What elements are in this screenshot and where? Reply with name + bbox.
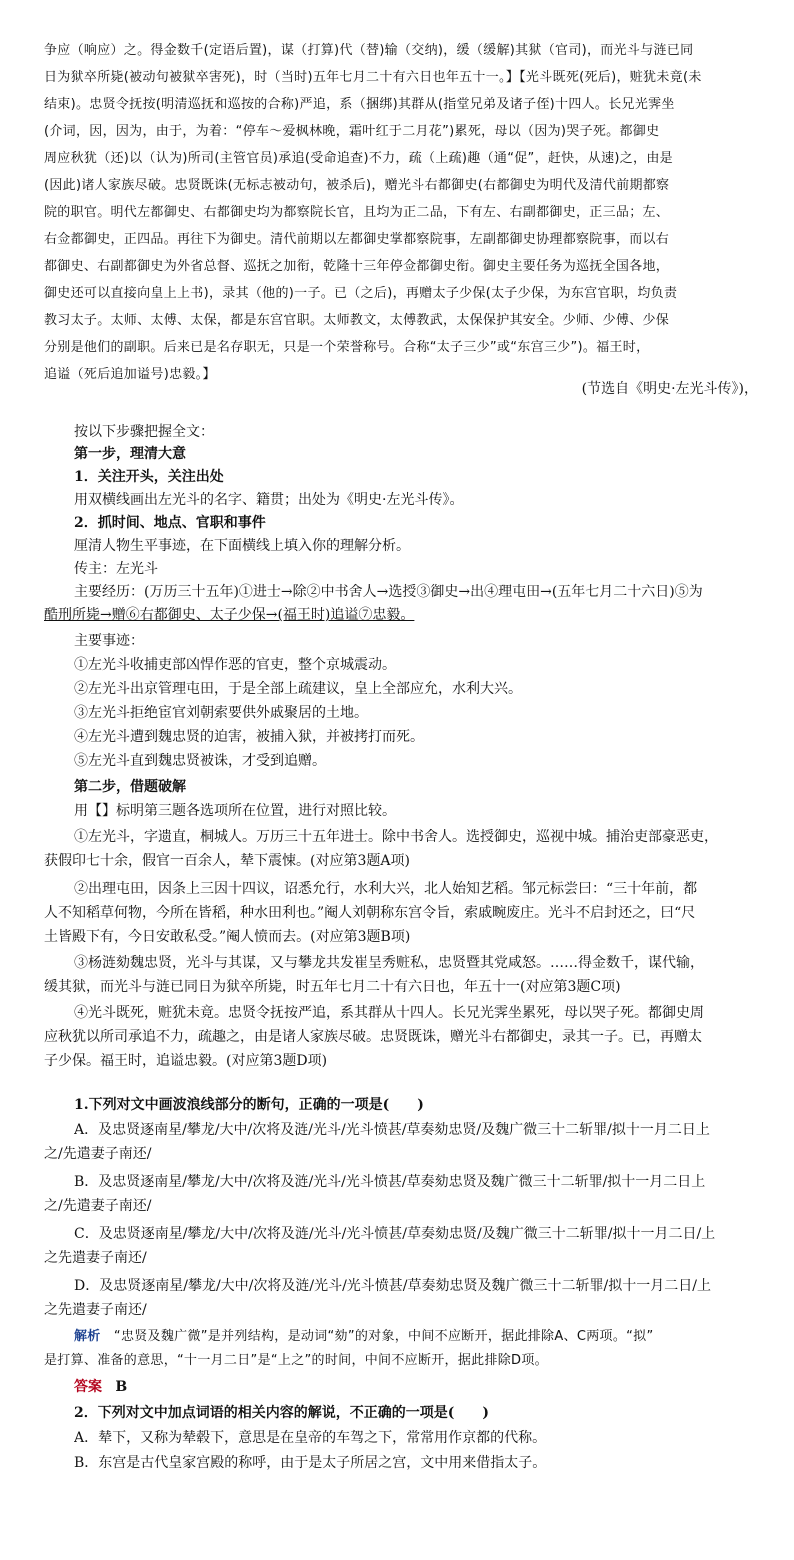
answer-value: B xyxy=(115,1379,128,1395)
passage-line: 都御史、右副都御史为外省总督、巡抚之加衔，乾隆十三年停佥都御史衔。御史主要任务为巡抚全国各地， xyxy=(44,259,670,274)
analysis-line-cont: 是打算、准备的意思，“十一月二日”是“上之”的时间，中间不应断开，据此排除D项。 xyxy=(44,1353,548,1368)
step-two-text: 用【】标明第三题各选项所在位置，进行对照比较。 xyxy=(74,803,396,819)
compare-line: 获假印七十余，假官一百余人，辇下震悚。(对应第3题A项) xyxy=(44,853,410,869)
answer-label: 答案 xyxy=(74,1379,102,1395)
passage-line: 追谥（死后追加谥号)忠毅。】 xyxy=(44,367,216,382)
compare-line: 人不知稻草何物，今所在皆稻，种水田利也。”阉人刘朝称东宫令旨，索戚畹废庄。光斗不启封还之，曰“尺 xyxy=(44,905,696,921)
events-title: 主要事迹： xyxy=(74,633,144,649)
passage-line: 周应秋犹（还)以（认为)所司(主管官员)承追(受命追查)不力，疏（上疏)趣（通“促”，赶快，从速)之，由是 xyxy=(44,151,673,166)
compare-line: 子少保。福王时，追谥忠毅。(对应第3题D项) xyxy=(44,1053,328,1069)
question-1-option-a-cont: 之/先遣妻子南还/ xyxy=(44,1146,152,1162)
event-item: ②左光斗出京管理屯田，于是全部上疏建议，皇上全部应允，水利大兴。 xyxy=(74,681,522,697)
question-1-option-a: A．及忠贤逐南星/攀龙/大中/次将及涟/光斗/光斗愤甚/草奏劾忠贤/及魏广微三十二斩罪/拟十一月二日上 xyxy=(74,1122,710,1138)
question-2-option-b: B．东宫是古代皇家宫殿的称呼，由于是太子所居之宫，文中用来借指太子。 xyxy=(74,1455,547,1471)
question-1-option-c-cont: 之先遣妻子南还/ xyxy=(44,1250,147,1266)
passage-line: 日为狱卒所毙(被动句被狱卒害死)，时（当时)五年七月二十有六日也年五十一。】【光斗既死(死后)，赃犹未竟(未 xyxy=(44,70,702,85)
event-item: ③左光斗拒绝宦官刘朝索要供外戚聚居的土地。 xyxy=(74,705,368,721)
compare-line: ②出理屯田，因条上三因十四议，诏悉允行，水利大兴，北人始知艺稻。邹元标尝曰：“三十年前，都 xyxy=(74,881,698,897)
main-experience: 主要经历：(万历三十五年)①进士→除②中书舍人→选授③御史→出④理屯田→(五年七月二十六日)⑤为 xyxy=(74,584,703,600)
passage-line: 御史还可以直接向皇上上书)，录其（他的)一子。已（之后)，再赠太子少保(太子少保，为东宫官职，均负责 xyxy=(44,286,678,301)
compare-line: ③杨涟劾魏忠贤，光斗与其谋，又与攀龙共发崔呈秀赃私，忠贤暨其党咸怒。……得金数千，谋代输， xyxy=(74,955,704,971)
guide-item-1-text: 用双横线画出左光斗的名字、籍贯；出处为《明史·左光斗传》。 xyxy=(74,492,464,508)
question-1-stem: 1.下列对文中画波浪线部分的断句，正确的一项是( ) xyxy=(74,1097,424,1113)
event-item: ⑤左光斗直到魏忠贤被诛，才受到追赠。 xyxy=(74,753,326,769)
step-two-title: 第二步，借题破解 xyxy=(74,779,186,795)
question-1-option-c: C．及忠贤逐南星/攀龙/大中/次将及涟/光斗/光斗愤甚/草奏劾忠贤/及魏广微三十二斩罪/拟十一月二日/上 xyxy=(74,1226,716,1242)
analysis-label: 解析 xyxy=(74,1329,101,1344)
question-1-option-d: D．及忠贤逐南星/攀龙/大中/次将及涟/光斗/光斗愤甚/草奏劾忠贤及魏广微三十二斩罪/拟十一月二日/上 xyxy=(74,1278,711,1294)
analysis-line xyxy=(74,1326,756,1348)
guide-intro: 按以下步骤把握全文： xyxy=(74,424,214,440)
source-citation: (节选自《明史·左光斗传》)， xyxy=(581,381,758,397)
compare-line: 土皆殿下有，今日安敢私受。”阉人愤而去。(对应第3题B项) xyxy=(44,929,411,945)
guide-item-2-text: 厘清人物生平事迹，在下面横线上填入你的理解分析。 xyxy=(74,538,410,554)
passage-line: 争应（响应）之。得金数千(定语后置)，谋（打算)代（替)输（交纳)，缓（缓解)其狱（官司)，而光斗与涟已同 xyxy=(44,43,694,58)
analysis-text: “忠贤及魏广微”是并列结构，是动词“劾”的对象，中间不应断开，据此排除A、C两项。“拟” xyxy=(113,1329,654,1344)
passage-line: (因此)诸人家族尽破。忠贤既诛(无标志被动句，被杀后)，赠光斗右都御史(右都御史为明代及清代前期都察 xyxy=(44,178,670,193)
passage-line: 教习太子。太师、太傅、太保，都是东宫官职。太师教文，太傅教武，太保保护其安全。少师、少傅、少保 xyxy=(44,313,670,328)
passage-line: 分别是他们的副职。后来已是名存职无，只是一个荣誉称号。合称“太子三少”或“东宫三少”)。福王时， xyxy=(44,340,650,355)
question-1-option-b: B．及忠贤逐南星/攀龙/大中/次将及涟/光斗/光斗愤甚/草奏劾忠贤及魏广微三十二斩罪/拟十一月二日上 xyxy=(74,1174,706,1190)
passage-line: 结束)。忠贤令抚按(明清巡抚和巡按的合称)严追，系（捆绑)其群从(指堂兄弟及诸子侄)十四人。长兄光霁坐 xyxy=(44,97,675,112)
passage-line: 右佥都御史，正四品。再往下为御史。清代前期以左都御史掌都察院事，左副都御史协理都察院事，而以右 xyxy=(44,232,670,247)
question-1-option-d-cont: 之先遣妻子南还/ xyxy=(44,1302,147,1318)
question-1-option-b-cont: 之/先遣妻子南还/ xyxy=(44,1198,152,1214)
question-2-option-a: A．辇下，又称为辇毂下，意思是在皇帝的车驾之下，常常用作京都的代称。 xyxy=(74,1430,547,1446)
guide-item-2: 2．抓时间、地点、官职和事件 xyxy=(74,515,266,531)
compare-line: ④光斗既死，赃犹未竟。忠贤令抚按严追，系其群从十四人。长兄光霁坐累死，母以哭子死。都御史周 xyxy=(74,1005,704,1021)
question-2-stem: 2．下列对文中加点词语的相关内容的解说，不正确的一项是( ) xyxy=(74,1405,489,1421)
compare-line: 应秋犹以所司承追不力，疏趣之，由是诸人家族尽破。忠贤既诛，赠光斗右都御史，录其一子。已，再赠太 xyxy=(44,1029,702,1045)
compare-line: ①左光斗，字遗直，桐城人。万历三十五年进士。除中书舍人。选授御史，巡视中城。捕治吏部豪恶吏， xyxy=(74,829,718,845)
passage-line: 院的职官。明代左都御史、右都御史均为都察院长官，且均为正二品，下有左、右副都御史，正三品；左、 xyxy=(44,205,670,220)
answer-line xyxy=(74,1376,756,1398)
step-one-title: 第一步，理清大意 xyxy=(74,446,186,462)
compare-line: 缓其狱，而光斗与涟已同日为狱卒所毙，时五年七月二十有六日也，年五十一(对应第3题C项) xyxy=(44,979,621,995)
passage-line: (介词，因，因为，由于，为着：“停车～爱枫林晚，霜叶红于二月花”)累死，母以（因为)哭子死。都御史 xyxy=(44,124,660,139)
protagonist: 传主：左光斗 xyxy=(74,561,158,577)
event-item: ①左光斗收捕吏部凶悍作恶的官吏，整个京城震动。 xyxy=(74,657,396,673)
main-experience-cont: 酷刑所毙→赠⑥右都御史、太子少保→(福王时)追谥⑦忠毅。 xyxy=(44,607,415,623)
event-item: ④左光斗遭到魏忠贤的迫害，被捕入狱，并被拷打而死。 xyxy=(74,729,424,745)
guide-item-1: 1．关注开头，关注出处 xyxy=(74,469,224,485)
